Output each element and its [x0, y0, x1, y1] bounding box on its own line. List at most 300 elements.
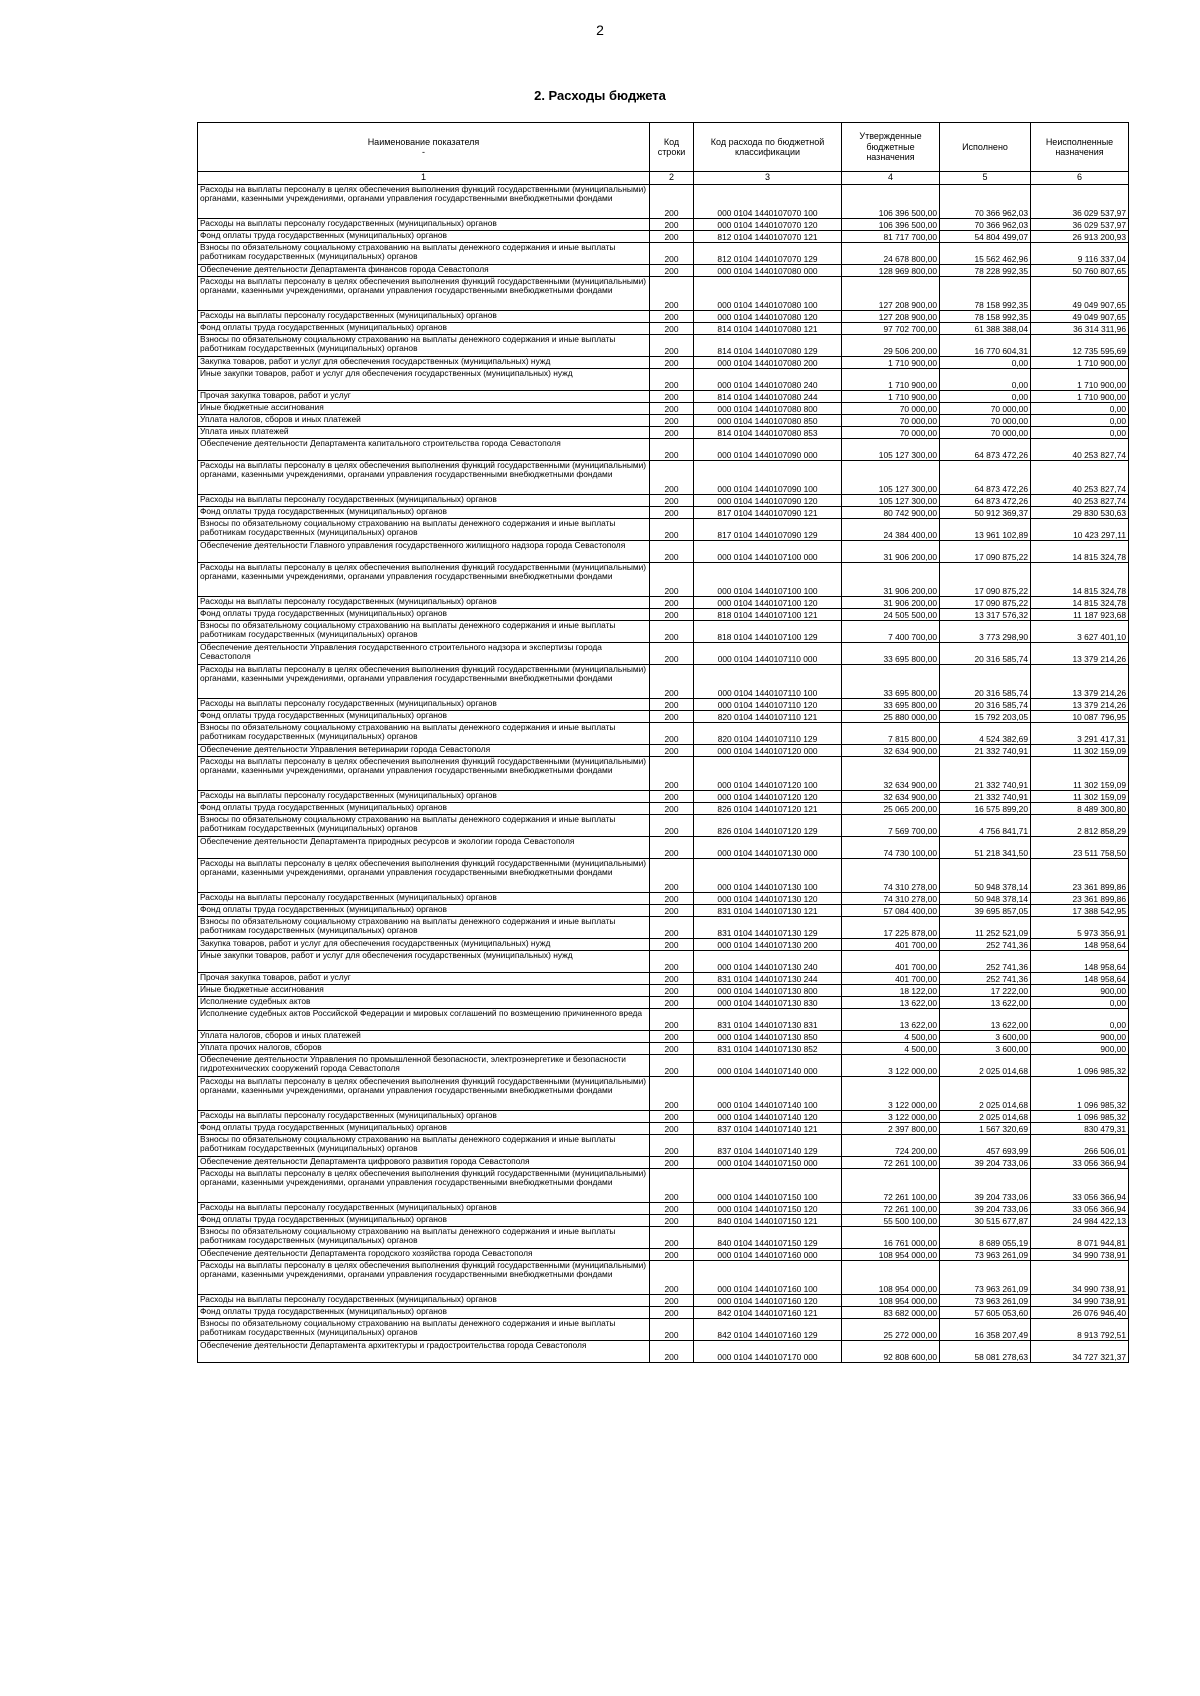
row-name: Фонд оплаты труда государственных (муниципальных) органов	[198, 905, 650, 917]
row-code: 200	[650, 541, 694, 563]
table-row	[198, 757, 1129, 791]
row-unexecuted: 900,00	[1031, 1031, 1129, 1043]
row-executed: 16 575 899,20	[940, 803, 1031, 815]
header-code: Код строки	[650, 123, 694, 172]
row-unexecuted: 23 361 899,86	[1031, 893, 1129, 905]
row-approved: 92 808 600,00	[842, 1341, 940, 1363]
row-approved: 105 127 300,00	[842, 439, 940, 461]
row-code: 200	[650, 335, 694, 357]
row-unexecuted: 11 302 159,09	[1031, 791, 1129, 803]
row-classification: 818 0104 1440107100 121	[694, 609, 842, 621]
table-row	[198, 837, 1129, 859]
row-classification: 814 0104 1440107080 121	[694, 323, 842, 335]
table-row	[198, 427, 1129, 439]
row-unexecuted: 900,00	[1031, 985, 1129, 997]
row-name: Фонд оплаты труда государственных (муниципальных) органов	[198, 803, 650, 815]
row-code: 200	[650, 893, 694, 905]
table-row	[198, 415, 1129, 427]
row-unexecuted: 12 735 595,69	[1031, 335, 1129, 357]
row-classification: 000 0104 1440107080 240	[694, 369, 842, 391]
row-unexecuted: 49 049 907,65	[1031, 277, 1129, 311]
row-name: Расходы на выплаты персоналу в целях обеспечения выполнения функций государственными (муниципальными) органами, казенными учреждениями, органами управления государственными внебюджетными фондами	[198, 757, 650, 791]
row-classification: 831 0104 1440107130 831	[694, 1009, 842, 1031]
row-approved: 724 200,00	[842, 1135, 940, 1157]
row-name: Обеспечение деятельности Департамента капитального строительства города Севастополя	[198, 439, 650, 461]
row-code: 200	[650, 791, 694, 803]
page-number: 2	[596, 22, 604, 38]
row-classification: 000 0104 1440107130 200	[694, 939, 842, 951]
row-code: 200	[650, 277, 694, 311]
row-unexecuted: 13 379 214,26	[1031, 665, 1129, 699]
row-unexecuted: 3 291 417,31	[1031, 723, 1129, 745]
row-approved: 31 906 200,00	[842, 597, 940, 609]
table-row	[198, 1135, 1129, 1157]
row-code: 200	[650, 815, 694, 837]
row-unexecuted: 23 511 758,50	[1031, 837, 1129, 859]
row-unexecuted: 0,00	[1031, 997, 1129, 1009]
row-executed: 2 025 014,68	[940, 1111, 1031, 1123]
row-classification: 837 0104 1440107140 129	[694, 1135, 842, 1157]
row-classification: 000 0104 1440107140 000	[694, 1055, 842, 1077]
row-approved: 401 700,00	[842, 939, 940, 951]
row-unexecuted: 148 958,64	[1031, 951, 1129, 973]
row-name: Расходы на выплаты персоналу государственных (муниципальных) органов	[198, 791, 650, 803]
row-name: Фонд оплаты труда государственных (муниципальных) органов	[198, 323, 650, 335]
row-approved: 74 310 278,00	[842, 893, 940, 905]
row-code: 200	[650, 1307, 694, 1319]
table-row	[198, 185, 1129, 219]
row-classification: 000 0104 1440107160 000	[694, 1249, 842, 1261]
row-approved: 7 569 700,00	[842, 815, 940, 837]
row-executed: 1 567 320,69	[940, 1123, 1031, 1135]
row-name: Обеспечение деятельности Управления по промышленной безопасности, электроэнергетике и безопасности гидротехнических сооружений города Севастополя	[198, 1055, 650, 1077]
row-name: Прочая закупка товаров, работ и услуг	[198, 973, 650, 985]
row-classification: 840 0104 1440107150 129	[694, 1227, 842, 1249]
row-approved: 401 700,00	[842, 951, 940, 973]
row-approved: 401 700,00	[842, 973, 940, 985]
row-name: Обеспечение деятельности Департамента природных ресурсов и экологии города Севастополя	[198, 837, 650, 859]
table-row	[198, 1203, 1129, 1215]
row-name: Закупка товаров, работ и услуг для обеспечения государственных (муниципальных) нужд	[198, 939, 650, 951]
row-unexecuted: 8 913 792,51	[1031, 1319, 1129, 1341]
row-code: 200	[650, 1055, 694, 1077]
row-name: Уплата прочих налогов, сборов	[198, 1043, 650, 1055]
row-unexecuted: 13 379 214,26	[1031, 699, 1129, 711]
row-approved: 106 396 500,00	[842, 219, 940, 231]
row-executed: 78 158 992,35	[940, 311, 1031, 323]
row-executed: 73 963 261,09	[940, 1261, 1031, 1295]
header-name	[198, 123, 650, 172]
row-approved: 33 695 800,00	[842, 665, 940, 699]
table-row	[198, 541, 1129, 563]
row-classification: 814 0104 1440107080 244	[694, 391, 842, 403]
row-code: 200	[650, 243, 694, 265]
table-row	[198, 1077, 1129, 1111]
row-approved: 7 815 800,00	[842, 723, 940, 745]
row-approved: 25 065 200,00	[842, 803, 940, 815]
row-executed: 21 332 740,91	[940, 791, 1031, 803]
row-name: Расходы на выплаты персоналу государственных (муниципальных) органов	[198, 1111, 650, 1123]
row-code: 200	[650, 803, 694, 815]
row-code: 200	[650, 699, 694, 711]
row-unexecuted: 40 253 827,74	[1031, 439, 1129, 461]
row-executed: 13 961 102,89	[940, 519, 1031, 541]
row-name: Расходы на выплаты персоналу в целях обеспечения выполнения функций государственными (муниципальными) органами, казенными учреждениями, органами управления государственными внебюджетными фондами	[198, 859, 650, 893]
row-approved: 106 396 500,00	[842, 185, 940, 219]
row-code: 200	[650, 1341, 694, 1363]
row-classification: 000 0104 1440107160 100	[694, 1261, 842, 1295]
row-code: 200	[650, 723, 694, 745]
row-name: Взносы по обязательному социальному страхованию на выплаты денежного содержания и иные выплаты работникам государственных (муниципальных) органов	[198, 519, 650, 541]
row-name: Исполнение судебных актов Российской Федерации и мировых соглашений по возмещению причиненного вреда	[198, 1009, 650, 1031]
row-code: 200	[650, 563, 694, 597]
table-row	[198, 1215, 1129, 1227]
table-row	[198, 403, 1129, 415]
row-name: Расходы на выплаты персоналу в целях обеспечения выполнения функций государственными (муниципальными) органами, казенными учреждениями, органами управления государственными внебюджетными фондами	[198, 665, 650, 699]
row-unexecuted: 36 029 537,97	[1031, 219, 1129, 231]
row-unexecuted: 11 187 923,68	[1031, 609, 1129, 621]
row-executed: 3 773 298,90	[940, 621, 1031, 643]
table-row	[198, 745, 1129, 757]
row-unexecuted: 34 990 738,91	[1031, 1249, 1129, 1261]
row-code: 200	[650, 519, 694, 541]
row-executed: 54 804 499,07	[940, 231, 1031, 243]
row-name: Взносы по обязательному социальному страхованию на выплаты денежного содержания и иные выплаты работникам государственных (муниципальных) органов	[198, 723, 650, 745]
row-executed: 50 948 378,14	[940, 859, 1031, 893]
row-classification: 000 0104 1440107080 200	[694, 357, 842, 369]
table-body	[198, 185, 1129, 1363]
row-code: 200	[650, 311, 694, 323]
table-row	[198, 699, 1129, 711]
row-approved: 127 208 900,00	[842, 277, 940, 311]
row-unexecuted: 1 710 900,00	[1031, 369, 1129, 391]
table-row	[198, 997, 1129, 1009]
row-classification: 000 0104 1440107090 100	[694, 461, 842, 495]
row-executed: 0,00	[940, 391, 1031, 403]
table-row	[198, 1043, 1129, 1055]
row-code: 200	[650, 369, 694, 391]
row-approved: 83 682 000,00	[842, 1307, 940, 1319]
row-approved: 24 384 400,00	[842, 519, 940, 541]
row-unexecuted: 34 990 738,91	[1031, 1295, 1129, 1307]
row-classification: 842 0104 1440107160 121	[694, 1307, 842, 1319]
row-code: 200	[650, 1249, 694, 1261]
row-name: Взносы по обязательному социальному страхованию на выплаты денежного содержания и иные выплаты работникам государственных (муниципальных) органов	[198, 243, 650, 265]
row-name: Взносы по обязательному социальному страхованию на выплаты денежного содержания и иные выплаты работникам государственных (муниципальных) органов	[198, 1227, 650, 1249]
row-executed: 50 912 369,37	[940, 507, 1031, 519]
row-name: Обеспечение деятельности Департамента архитектуры и градостроительства города Севастополя	[198, 1341, 650, 1363]
header-name-label: Наименование показателя	[367, 136, 480, 147]
row-classification: 820 0104 1440107110 121	[694, 711, 842, 723]
row-unexecuted: 0,00	[1031, 415, 1129, 427]
row-code: 200	[650, 951, 694, 973]
table-row	[198, 723, 1129, 745]
table-row	[198, 973, 1129, 985]
row-name: Расходы на выплаты персоналу в целях обеспечения выполнения функций государственными (муниципальными) органами, казенными учреждениями, органами управления государственными внебюджетными фондами	[198, 1169, 650, 1203]
table-row	[198, 369, 1129, 391]
table-row	[198, 507, 1129, 519]
row-code: 200	[650, 185, 694, 219]
table-row	[198, 815, 1129, 837]
row-name: Фонд оплаты труда государственных (муниципальных) органов	[198, 609, 650, 621]
row-approved: 7 400 700,00	[842, 621, 940, 643]
row-name: Взносы по обязательному социальному страхованию на выплаты денежного содержания и иные выплаты работникам государственных (муниципальных) органов	[198, 1135, 650, 1157]
row-executed: 11 252 521,09	[940, 917, 1031, 939]
row-executed: 0,00	[940, 369, 1031, 391]
row-name: Расходы на выплаты персоналу государственных (муниципальных) органов	[198, 1203, 650, 1215]
row-executed: 21 332 740,91	[940, 745, 1031, 757]
row-code: 200	[650, 1203, 694, 1215]
row-executed: 39 204 733,06	[940, 1203, 1031, 1215]
row-executed: 20 316 585,74	[940, 699, 1031, 711]
row-classification: 000 0104 1440107130 100	[694, 859, 842, 893]
row-approved: 108 954 000,00	[842, 1261, 940, 1295]
row-executed: 64 873 472,26	[940, 439, 1031, 461]
row-classification: 000 0104 1440107150 000	[694, 1157, 842, 1169]
row-classification: 000 0104 1440107120 100	[694, 757, 842, 791]
row-executed: 2 025 014,68	[940, 1055, 1031, 1077]
row-classification: 000 0104 1440107150 120	[694, 1203, 842, 1215]
table-row	[198, 277, 1129, 311]
table-row	[198, 495, 1129, 507]
row-unexecuted: 50 760 807,65	[1031, 265, 1129, 277]
row-code: 200	[650, 439, 694, 461]
row-classification: 000 0104 1440107070 120	[694, 219, 842, 231]
row-approved: 74 730 100,00	[842, 837, 940, 859]
row-executed: 70 000,00	[940, 415, 1031, 427]
row-name: Взносы по обязательному социальному страхованию на выплаты денежного содержания и иные выплаты работникам государственных (муниципальных) органов	[198, 621, 650, 643]
column-number: 1	[198, 172, 650, 185]
row-classification: 831 0104 1440107130 129	[694, 917, 842, 939]
header-name-sub: -	[422, 147, 425, 157]
row-approved: 33 695 800,00	[842, 699, 940, 711]
table-row	[198, 859, 1129, 893]
row-name: Фонд оплаты труда государственных (муниципальных) органов	[198, 507, 650, 519]
row-classification: 000 0104 1440107130 830	[694, 997, 842, 1009]
row-name: Взносы по обязательному социальному страхованию на выплаты денежного содержания и иные выплаты работникам государственных (муниципальных) органов	[198, 335, 650, 357]
row-classification: 831 0104 1440107130 852	[694, 1043, 842, 1055]
row-code: 200	[650, 1123, 694, 1135]
row-executed: 57 605 053,60	[940, 1307, 1031, 1319]
row-classification: 817 0104 1440107090 129	[694, 519, 842, 541]
row-classification: 000 0104 1440107160 120	[694, 1295, 842, 1307]
table-row	[198, 335, 1129, 357]
row-executed: 3 600,00	[940, 1031, 1031, 1043]
row-unexecuted: 1 096 985,32	[1031, 1111, 1129, 1123]
row-executed: 20 316 585,74	[940, 643, 1031, 665]
table-row	[198, 1157, 1129, 1169]
row-name: Прочая закупка товаров, работ и услуг	[198, 391, 650, 403]
row-name: Фонд оплаты труда государственных (муниципальных) органов	[198, 1307, 650, 1319]
row-classification: 000 0104 1440107130 850	[694, 1031, 842, 1043]
row-approved: 105 127 300,00	[842, 461, 940, 495]
row-classification: 812 0104 1440107070 121	[694, 231, 842, 243]
row-approved: 1 710 900,00	[842, 357, 940, 369]
row-unexecuted: 14 815 324,78	[1031, 563, 1129, 597]
row-unexecuted: 1 710 900,00	[1031, 391, 1129, 403]
row-code: 200	[650, 1031, 694, 1043]
row-executed: 21 332 740,91	[940, 757, 1031, 791]
table-row	[198, 609, 1129, 621]
row-name: Фонд оплаты труда государственных (муниципальных) органов	[198, 1123, 650, 1135]
table-row	[198, 1307, 1129, 1319]
table-row	[198, 1123, 1129, 1135]
row-classification: 842 0104 1440107160 129	[694, 1319, 842, 1341]
row-name: Расходы на выплаты персоналу в целях обеспечения выполнения функций государственными (муниципальными) органами, казенными учреждениями, органами управления государственными внебюджетными фондами	[198, 277, 650, 311]
row-code: 200	[650, 427, 694, 439]
row-executed: 8 689 055,19	[940, 1227, 1031, 1249]
row-name: Иные закупки товаров, работ и услуг для обеспечения государственных (муниципальных) нужд	[198, 951, 650, 973]
row-classification: 831 0104 1440107130 121	[694, 905, 842, 917]
row-unexecuted: 33 056 366,94	[1031, 1157, 1129, 1169]
row-code: 200	[650, 1111, 694, 1123]
row-name: Расходы на выплаты персоналу в целях обеспечения выполнения функций государственными (муниципальными) органами, казенными учреждениями, органами управления государственными внебюджетными фондами	[198, 563, 650, 597]
row-classification: 000 0104 1440107080 100	[694, 277, 842, 311]
row-unexecuted: 9 116 337,04	[1031, 243, 1129, 265]
row-approved: 33 695 800,00	[842, 643, 940, 665]
row-code: 200	[650, 231, 694, 243]
row-code: 200	[650, 357, 694, 369]
row-executed: 17 090 875,22	[940, 597, 1031, 609]
row-name: Взносы по обязательному социальному страхованию на выплаты денежного содержания и иные выплаты работникам государственных (муниципальных) органов	[198, 1319, 650, 1341]
row-executed: 17 090 875,22	[940, 541, 1031, 563]
row-classification: 000 0104 1440107080 120	[694, 311, 842, 323]
row-name: Обеспечение деятельности Управления государственного строительного надзора и экспертизы города Севастополя	[198, 643, 650, 665]
row-approved: 2 397 800,00	[842, 1123, 940, 1135]
row-code: 200	[650, 415, 694, 427]
row-name: Расходы на выплаты персоналу в целях обеспечения выполнения функций государственными (муниципальными) органами, казенными учреждениями, органами управления государственными внебюджетными фондами	[198, 461, 650, 495]
row-unexecuted: 266 506,01	[1031, 1135, 1129, 1157]
row-classification: 820 0104 1440107110 129	[694, 723, 842, 745]
row-name: Обеспечение деятельности Управления ветеринарии города Севастополя	[198, 745, 650, 757]
row-classification: 000 0104 1440107150 100	[694, 1169, 842, 1203]
row-classification: 814 0104 1440107080 129	[694, 335, 842, 357]
table-row	[198, 985, 1129, 997]
row-approved: 74 310 278,00	[842, 859, 940, 893]
row-name: Закупка товаров, работ и услуг для обеспечения государственных (муниципальных) нужд	[198, 357, 650, 369]
row-classification: 826 0104 1440107120 121	[694, 803, 842, 815]
row-name: Обеспечение деятельности Главного управления государственного жилищного надзора города Севастополя	[198, 541, 650, 563]
row-unexecuted: 23 361 899,86	[1031, 859, 1129, 893]
row-classification: 000 0104 1440107080 850	[694, 415, 842, 427]
row-executed: 70 000,00	[940, 427, 1031, 439]
row-classification: 000 0104 1440107130 240	[694, 951, 842, 973]
row-unexecuted: 0,00	[1031, 427, 1129, 439]
row-name: Исполнение судебных актов	[198, 997, 650, 1009]
row-name: Обеспечение деятельности Департамента цифрового развития города Севастополя	[198, 1157, 650, 1169]
row-classification: 814 0104 1440107080 853	[694, 427, 842, 439]
table-row	[198, 519, 1129, 541]
row-classification: 000 0104 1440107130 000	[694, 837, 842, 859]
row-approved: 16 761 000,00	[842, 1227, 940, 1249]
table-row	[198, 1261, 1129, 1295]
row-classification: 000 0104 1440107090 000	[694, 439, 842, 461]
row-code: 200	[650, 1227, 694, 1249]
row-approved: 81 717 700,00	[842, 231, 940, 243]
row-approved: 29 506 200,00	[842, 335, 940, 357]
table-row	[198, 711, 1129, 723]
header-executed: Исполнено	[940, 123, 1031, 172]
row-executed: 13 317 576,32	[940, 609, 1031, 621]
row-name: Иные закупки товаров, работ и услуг для обеспечения государственных (муниципальных) нужд	[198, 369, 650, 391]
row-approved: 31 906 200,00	[842, 563, 940, 597]
row-approved: 1 710 900,00	[842, 391, 940, 403]
expenses-table	[197, 122, 1129, 1363]
row-executed: 20 316 585,74	[940, 665, 1031, 699]
row-code: 200	[650, 621, 694, 643]
row-code: 200	[650, 665, 694, 699]
row-code: 200	[650, 711, 694, 723]
column-number: 5	[940, 172, 1031, 185]
column-number: 4	[842, 172, 940, 185]
row-classification: 000 0104 1440107110 100	[694, 665, 842, 699]
row-name: Иные бюджетные ассигнования	[198, 985, 650, 997]
row-name: Расходы на выплаты персоналу государственных (муниципальных) органов	[198, 495, 650, 507]
row-unexecuted: 17 388 542,95	[1031, 905, 1129, 917]
row-unexecuted: 34 727 321,37	[1031, 1341, 1129, 1363]
row-name: Фонд оплаты труда государственных (муниципальных) органов	[198, 711, 650, 723]
row-executed: 50 948 378,14	[940, 893, 1031, 905]
table-row	[198, 461, 1129, 495]
row-executed: 0,00	[940, 357, 1031, 369]
row-approved: 128 969 800,00	[842, 265, 940, 277]
row-classification: 000 0104 1440107170 000	[694, 1341, 842, 1363]
row-code: 200	[650, 507, 694, 519]
table-row	[198, 1055, 1129, 1077]
row-executed: 2 025 014,68	[940, 1077, 1031, 1111]
table-row	[198, 1249, 1129, 1261]
row-approved: 25 272 000,00	[842, 1319, 940, 1341]
row-code: 200	[650, 643, 694, 665]
row-executed: 16 358 207,49	[940, 1319, 1031, 1341]
table-row	[198, 323, 1129, 335]
row-code: 200	[650, 837, 694, 859]
table-row	[198, 665, 1129, 699]
table-row	[198, 917, 1129, 939]
row-classification: 000 0104 1440107120 120	[694, 791, 842, 803]
row-name: Взносы по обязательному социальному страхованию на выплаты денежного содержания и иные выплаты работникам государственных (муниципальных) органов	[198, 815, 650, 837]
row-name: Расходы на выплаты персоналу государственных (муниципальных) органов	[198, 311, 650, 323]
row-unexecuted: 34 990 738,91	[1031, 1261, 1129, 1295]
table-row	[198, 1227, 1129, 1249]
row-unexecuted: 10 423 297,11	[1031, 519, 1129, 541]
row-executed: 252 741,36	[940, 973, 1031, 985]
row-approved: 4 500,00	[842, 1043, 940, 1055]
row-name: Взносы по обязательному социальному страхованию на выплаты денежного содержания и иные выплаты работникам государственных (муниципальных) органов	[198, 917, 650, 939]
table-row	[198, 905, 1129, 917]
table-row	[198, 1169, 1129, 1203]
row-unexecuted: 26 076 946,40	[1031, 1307, 1129, 1319]
row-unexecuted: 5 973 356,91	[1031, 917, 1129, 939]
row-code: 200	[650, 1043, 694, 1055]
row-executed: 16 770 604,31	[940, 335, 1031, 357]
row-classification: 000 0104 1440107120 000	[694, 745, 842, 757]
row-unexecuted: 830 479,31	[1031, 1123, 1129, 1135]
row-executed: 4 524 382,69	[940, 723, 1031, 745]
row-classification: 000 0104 1440107100 100	[694, 563, 842, 597]
row-executed: 4 756 841,71	[940, 815, 1031, 837]
row-code: 200	[650, 495, 694, 507]
row-code: 200	[650, 973, 694, 985]
row-unexecuted: 900,00	[1031, 1043, 1129, 1055]
table-row	[198, 1009, 1129, 1031]
row-classification: 831 0104 1440107130 244	[694, 973, 842, 985]
row-code: 200	[650, 265, 694, 277]
row-name: Расходы на выплаты персоналу государственных (муниципальных) органов	[198, 893, 650, 905]
row-unexecuted: 10 087 796,95	[1031, 711, 1129, 723]
row-unexecuted: 33 056 366,94	[1031, 1169, 1129, 1203]
row-code: 200	[650, 1135, 694, 1157]
